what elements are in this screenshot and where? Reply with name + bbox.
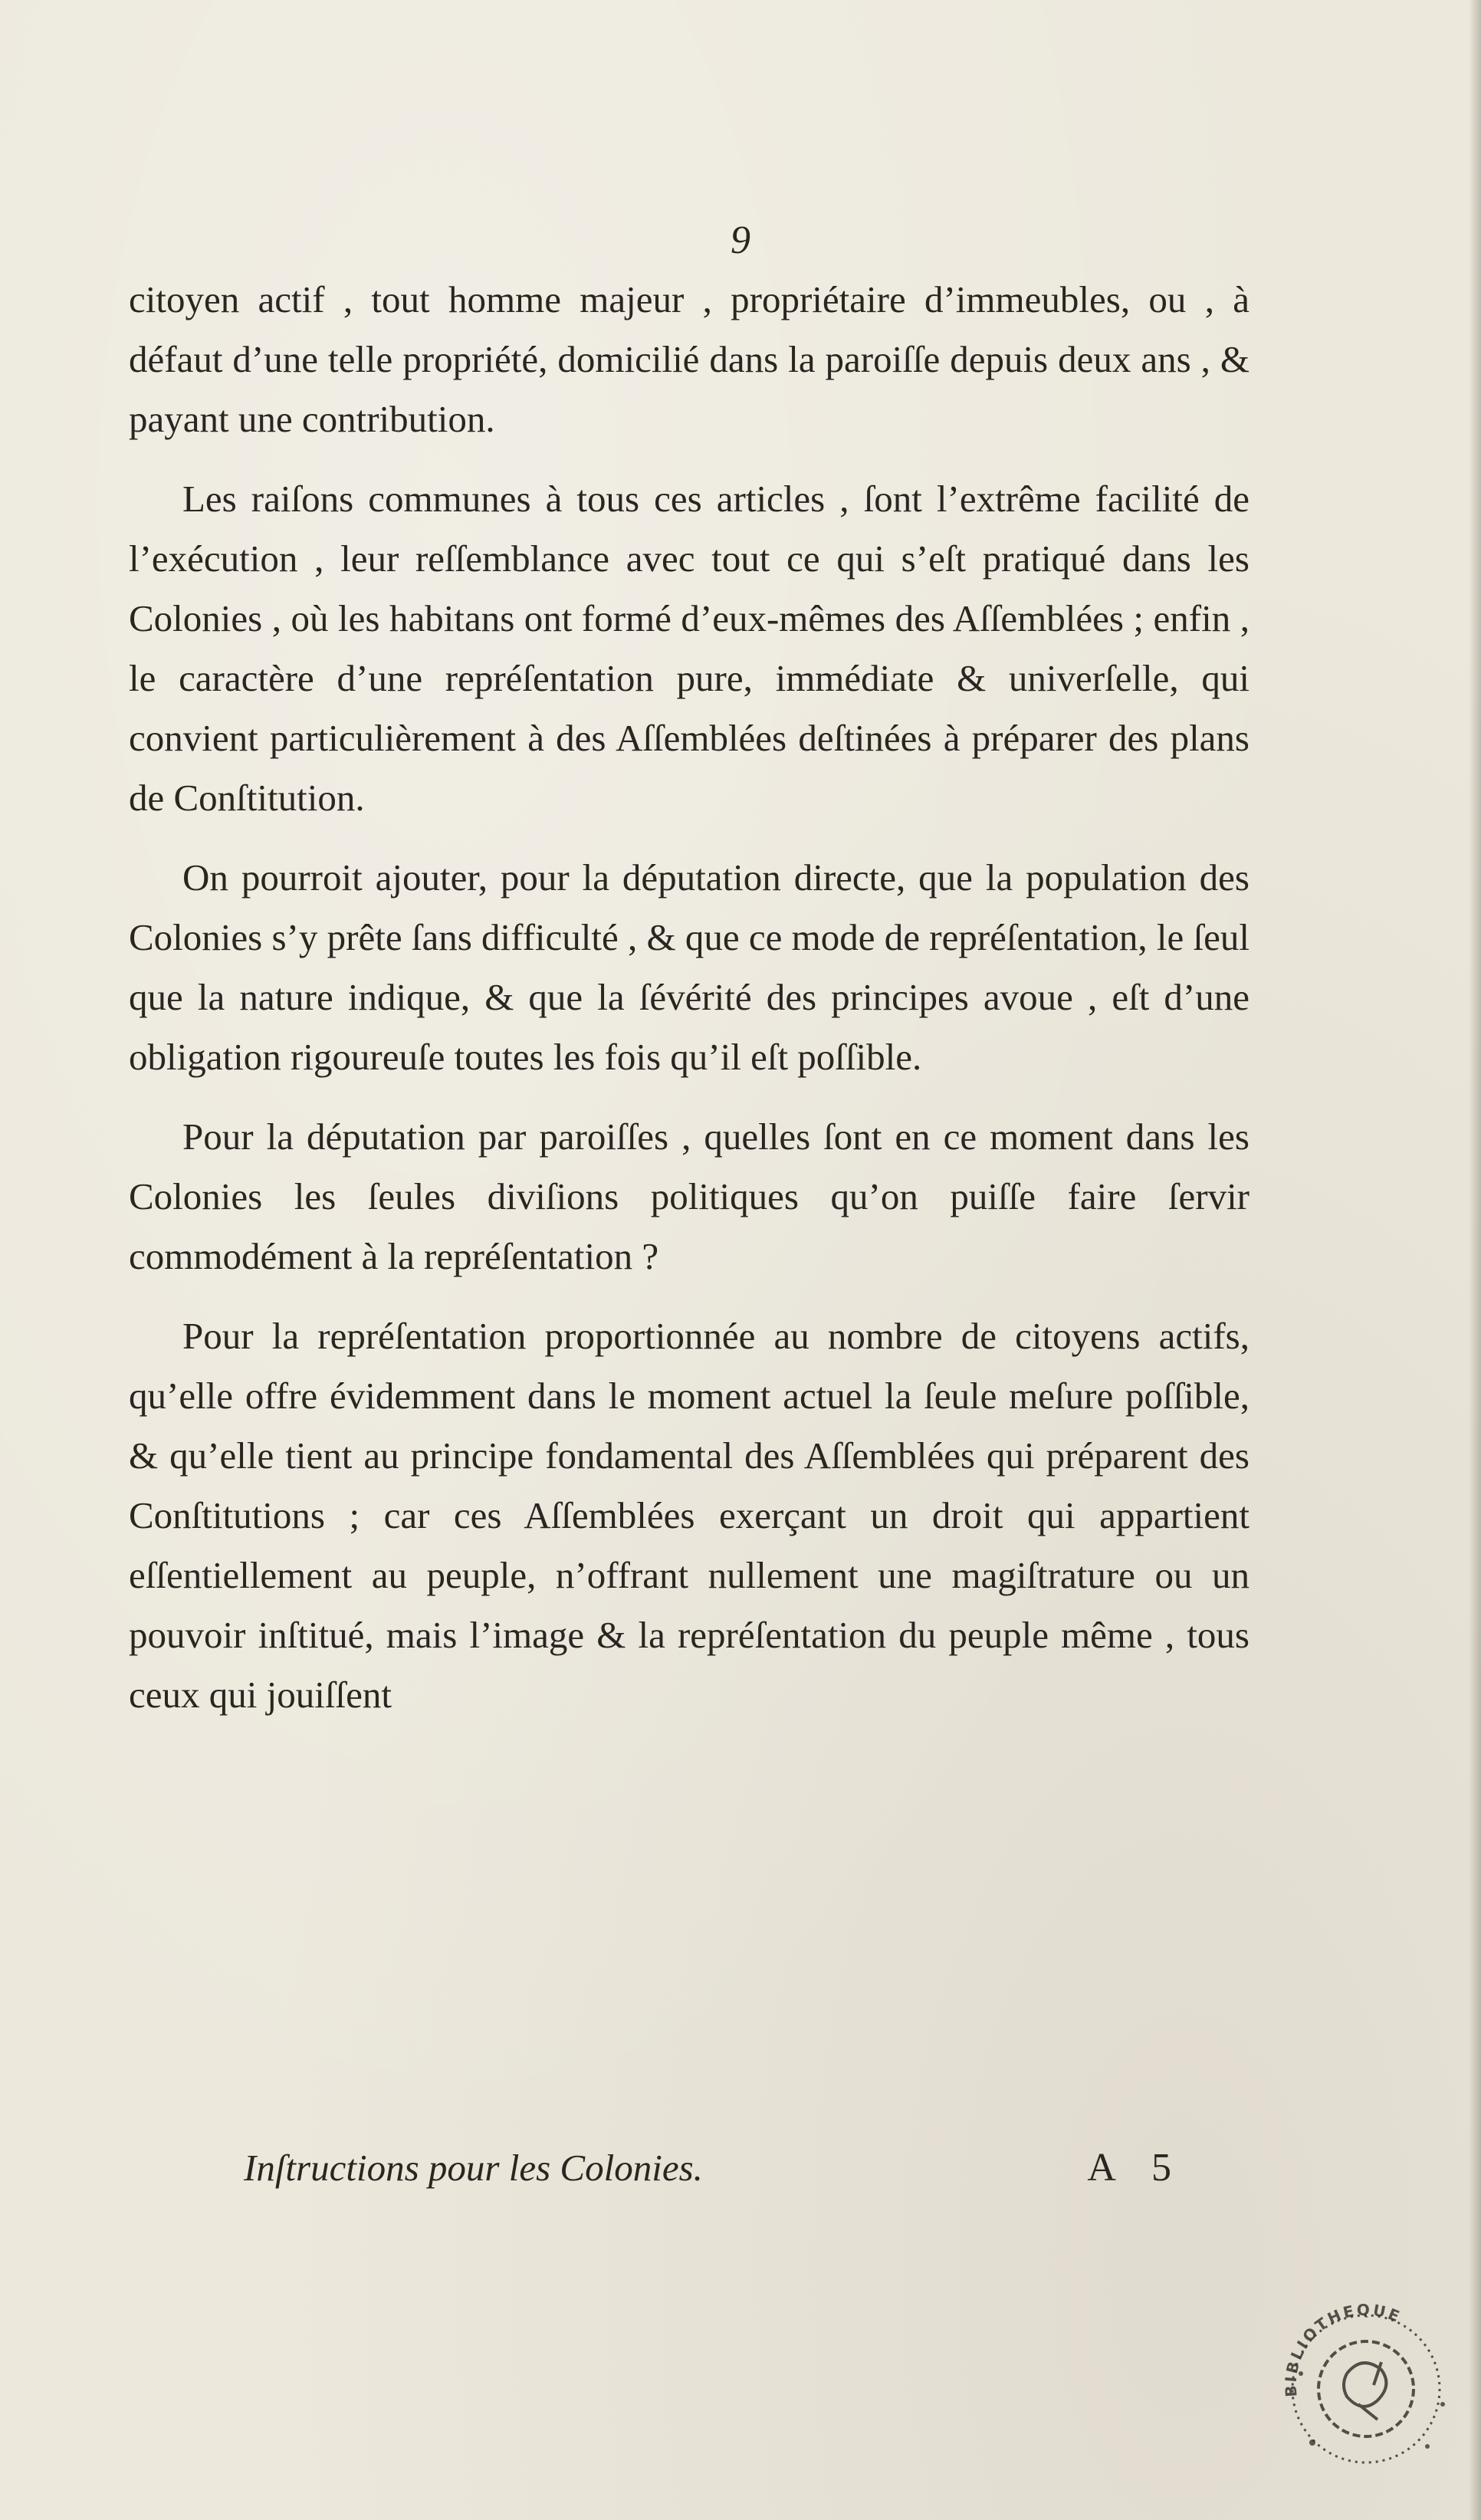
paragraph-2: Les raiſons communes à tous ces articles , ſont l’extrême facilité de l’exécution , leur reſſemblance avec tout ce qui s’eſt pratiqué dans les Colonies , où les habitans ont formé d’eux-mêmes des Aſſemblées ; enfin , le caractère d’une repréſentation pure, immédiate & univerſelle, qui convient particulièrement à des Aſſemblées deſtinées à préparer des plans de Conſtitution.	[129, 478, 1249, 819]
paragraph-3: On pourroit ajouter, pour la députation directe, que la population des Colonies s’y prête ſans difficulté , & que ce mode de repréſentation, le ſeul que la nature indique, & que la ſévérité des principes avoue , eſt d’une obligation rigoureuſe toutes les fois qu’il eſt poſſible.	[129, 856, 1249, 1078]
page-number: 9	[731, 218, 750, 262]
stamp-text: BIBLIOTHEQUE	[1281, 2300, 1404, 2398]
library-stamp-seal	[1266, 2289, 1466, 2481]
running-footer-title: Inſtructions pour les Colonies.	[244, 2147, 703, 2189]
page-footer	[244, 2137, 1185, 2199]
paragraph-5: Pour la repréſentation proportionnée au nombre de citoyens actifs, qu’elle offre évidemment dans le moment actuel la ſeule meſure poſſible, & qu’elle tient au principe fondamental des Aſſemblées qui préparent des Conſtitutions ; car ces Aſſemblées exerçant un droit qui appartient eſſentiellement au peuple, n’offrant nullement une magiſtrature ou un pouvoir inſtitué, mais l’image & la repréſentation du peuple même , tous ceux qui jouiſſent	[129, 1315, 1249, 1716]
signature-mark: A 5	[1087, 2146, 1185, 2190]
page-edge-shadow	[1469, 0, 1481, 2520]
body-text	[129, 270, 1249, 1725]
paragraph-4: Pour la députation par paroiſſes , quelles ſont en ce moment dans les Colonies les ſeules diviſions politiques qu’on puiſſe faire ſervir commodément à la repréſentation ?	[129, 1115, 1249, 1277]
paragraph-1: citoyen actif , tout homme majeur , propriétaire d’immeubles, ou , à défaut d’une telle propriété, domicilié dans la paroiſſe depuis deux ans , & payant une contribution.	[129, 278, 1249, 440]
